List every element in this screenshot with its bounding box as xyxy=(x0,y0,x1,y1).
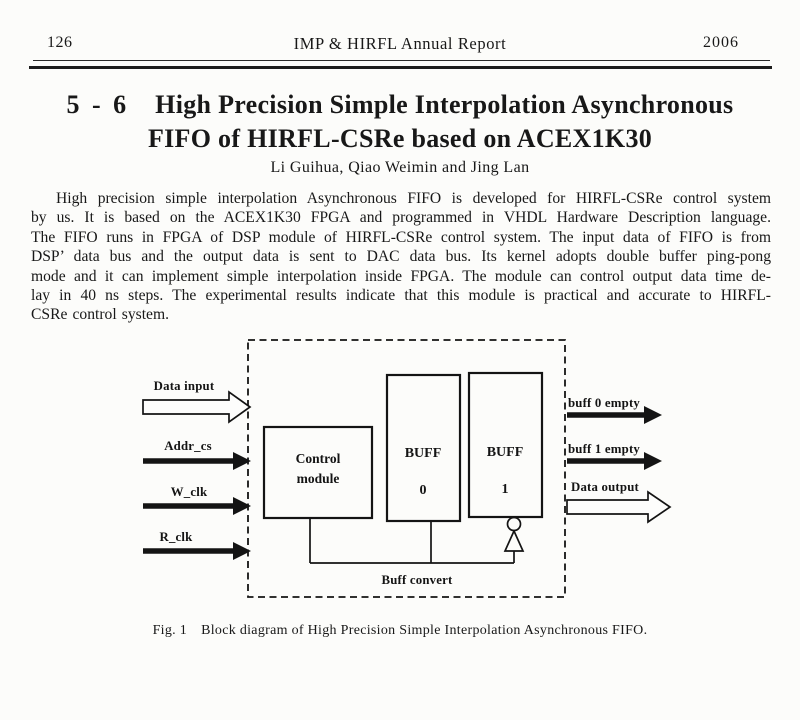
header-rule-thick xyxy=(29,66,772,69)
caption-text: Block diagram of High Precision Simple Interpolation Asynchronous FIFO. xyxy=(201,623,648,638)
section-number: 5 - 6 xyxy=(66,90,130,119)
data-input-arrow xyxy=(143,392,250,422)
caption-label: Fig. 1 xyxy=(152,623,188,638)
header-rule-thin xyxy=(33,60,770,61)
w-clk-label: W_clk xyxy=(170,485,208,499)
journal-title: IMP & HIRFL Annual Report xyxy=(293,34,507,53)
buff1-label: BUFF xyxy=(486,445,524,460)
figure-caption xyxy=(0,623,800,639)
abstract-line: mode and it can implement simple interpolation inside FPGA. The module can control output data time de- xyxy=(31,267,771,285)
authors-line: Li Guihua, Qiao Weimin and Jing Lan xyxy=(270,159,530,176)
abstract-line: by us. It is based on the ACEX1K30 FPGA and programmed in VHDL Hardware Description language. xyxy=(31,209,771,227)
control-module-label-1: Control xyxy=(295,451,341,466)
fifo-block-diagram xyxy=(0,325,800,625)
buff0-empty-label: buff 0 empty xyxy=(567,396,641,410)
year: 2006 xyxy=(703,34,739,51)
title-text-1: High Precision Simple Interpolation Asynchronous xyxy=(155,90,734,119)
addr-cs-arrowhead xyxy=(233,452,251,470)
buff0-number: 0 xyxy=(419,483,427,498)
article-title xyxy=(0,88,800,156)
control-module-label-2: module xyxy=(296,471,340,486)
data-output-label: Data output xyxy=(571,480,639,494)
inverter-bubble xyxy=(508,518,521,531)
buff-convert-label: Buff convert xyxy=(381,573,453,587)
title-line-2: FIFO of HIRFL-CSRe based on ACEX1K30 xyxy=(147,124,653,153)
data-input-label: Data input xyxy=(153,379,215,393)
abstract-line: CSRe control system. xyxy=(31,306,169,324)
buff1-empty-label: buff 1 empty xyxy=(567,442,641,456)
buff0-empty-arrowhead xyxy=(644,406,662,424)
title-line-1 xyxy=(0,88,800,122)
r-clk-label: R_clk xyxy=(159,530,193,544)
w-clk-arrowhead xyxy=(233,497,251,515)
page-number: 126 xyxy=(47,34,73,51)
buff1-number: 1 xyxy=(501,482,509,497)
inverter-triangle xyxy=(505,531,523,551)
abstract-line: High precision simple interpolation Asynchronous FIFO is developed for HIRFL-CSRe control system xyxy=(56,190,771,207)
buff1-empty-arrowhead xyxy=(644,452,662,470)
page-header xyxy=(0,34,800,56)
data-output-arrow xyxy=(567,492,670,522)
abstract-line: The FIFO runs in FPGA of DSP module of HIRFL-CSRe control system. The input data of FIFO is from xyxy=(31,228,771,246)
abstract-line: DSP’ data bus and the output data is sent to DAC data bus. Its kernel adopts double buffer ping-pong xyxy=(31,248,771,266)
abstract-line: lay in 40 ns steps. The experimental results indicate that this module is practical and accurate to HIRFL- xyxy=(31,287,771,305)
buff0-label: BUFF xyxy=(404,446,442,461)
abstract-paragraph xyxy=(31,189,771,325)
addr-cs-label: Addr_cs xyxy=(164,439,212,453)
